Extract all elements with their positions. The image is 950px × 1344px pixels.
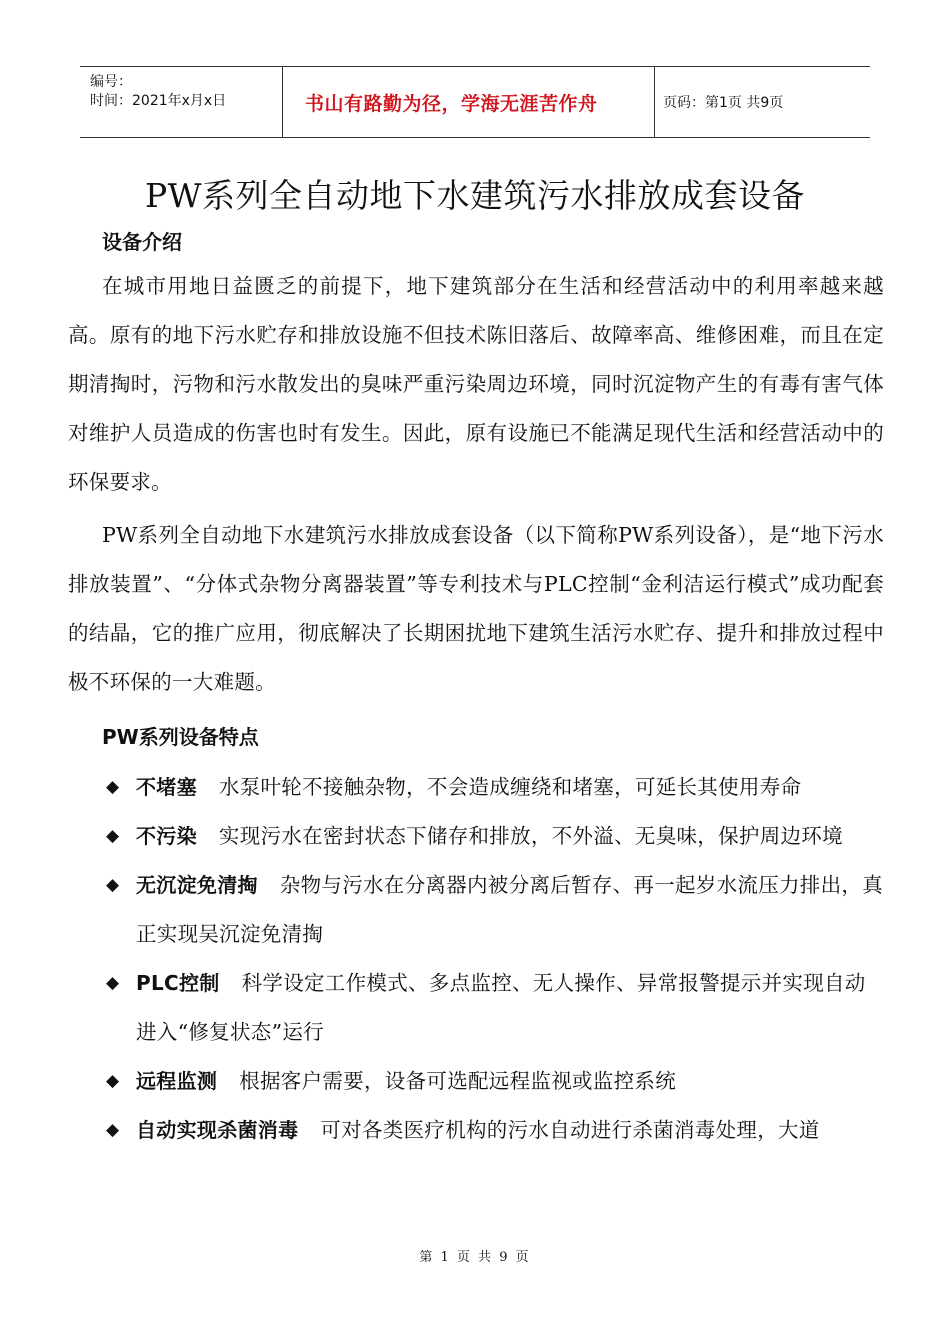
feature-item	[68, 812, 884, 861]
diamond-bullet-icon: ◆	[106, 1071, 120, 1091]
diamond-bullet-icon: ◆	[106, 777, 120, 797]
diamond-bullet-icon: ◆	[106, 1120, 120, 1140]
header-meta-cell	[80, 67, 282, 137]
feature-item	[68, 1106, 884, 1155]
feature-desc: 根据客户需要，设备可选配远程监视或监控系统	[239, 1069, 677, 1093]
intro-heading: 设备介绍	[102, 230, 182, 254]
time-label: 时间：2021年x月x日	[90, 93, 227, 109]
features-heading: PW系列设备特点	[102, 725, 259, 749]
diamond-bullet-icon: ◆	[106, 826, 120, 846]
page-footer: 第 1 页 共 9 页	[419, 1250, 531, 1265]
feature-item	[68, 1057, 884, 1106]
document-title: PW系列全自动地下水建筑污水排放成套设备	[144, 176, 806, 215]
feature-term: 不堵塞	[136, 775, 197, 799]
feature-desc: 水泵叶轮不接触杂物，不会造成缠绕和堵塞，可延长其使用寿命	[218, 775, 802, 799]
diamond-bullet-icon: ◆	[106, 973, 120, 993]
header-page-cell	[655, 67, 870, 137]
feature-term: 无沉淀免清掏	[136, 873, 258, 897]
header-table	[80, 66, 870, 138]
intro-paragraph-1: 在城市用地日益匮乏的前提下，地下建筑部分在生活和经营活动中的利用率越来越高。原有的地下污水贮存和排放设施不但技术陈旧落后、故障率高、维修困难，而且在定期清掏时，污物和污水散发出的臭味严重污染周边环境，同时沉淀物产生的有毒有害气体对维护人员造成的伤害也时有发生。因此，原有设施已不能满足现代生活和经营活动中的环保要求。	[68, 274, 884, 494]
feature-term: PLC控制	[136, 971, 220, 995]
feature-item	[68, 959, 884, 1057]
feature-item	[68, 861, 884, 959]
code-label: 编号：	[90, 74, 132, 90]
feature-desc: 杂物与污水在分离器内被分离后暂存、再一起岁水流压力排出，真正实现吴沉淀免清掏	[136, 873, 884, 946]
intro-paragraph-2: PW系列全自动地下水建筑污水排放成套设备（以下简称PW系列设备），是“地下污水排放装置”、“分体式杂物分离器装置”等专利技术与PLC控制“金利洁运行模式”成功配套的结晶，它的推广应用，彻底解决了长期困扰地下建筑生活污水贮存、提升和排放过程中极不环保的一大难题。	[68, 523, 884, 694]
motto-text: 书山有路勤为径，学海无涯苦作舟	[305, 92, 598, 115]
document-body	[68, 222, 884, 1155]
feature-term: 不污染	[136, 824, 197, 848]
feature-desc: 实现污水在密封状态下储存和排放，不外溢、无臭味，保护周边环境	[218, 824, 843, 848]
features-list	[68, 763, 884, 1155]
feature-term: 自动实现杀菌消毒	[136, 1118, 299, 1142]
feature-item	[68, 763, 884, 812]
feature-term: 远程监测	[136, 1069, 218, 1093]
page-info: 页码：第1页 共9页	[663, 95, 784, 111]
feature-desc: 可对各类医疗机构的污水自动进行杀菌消毒处理，大道	[320, 1118, 820, 1142]
feature-desc: 科学设定工作模式、多点监控、无人操作、异常报警提示并实现自动进入“修复状态”运行	[136, 971, 866, 1044]
diamond-bullet-icon: ◆	[106, 875, 120, 895]
header-motto-cell	[282, 67, 655, 137]
